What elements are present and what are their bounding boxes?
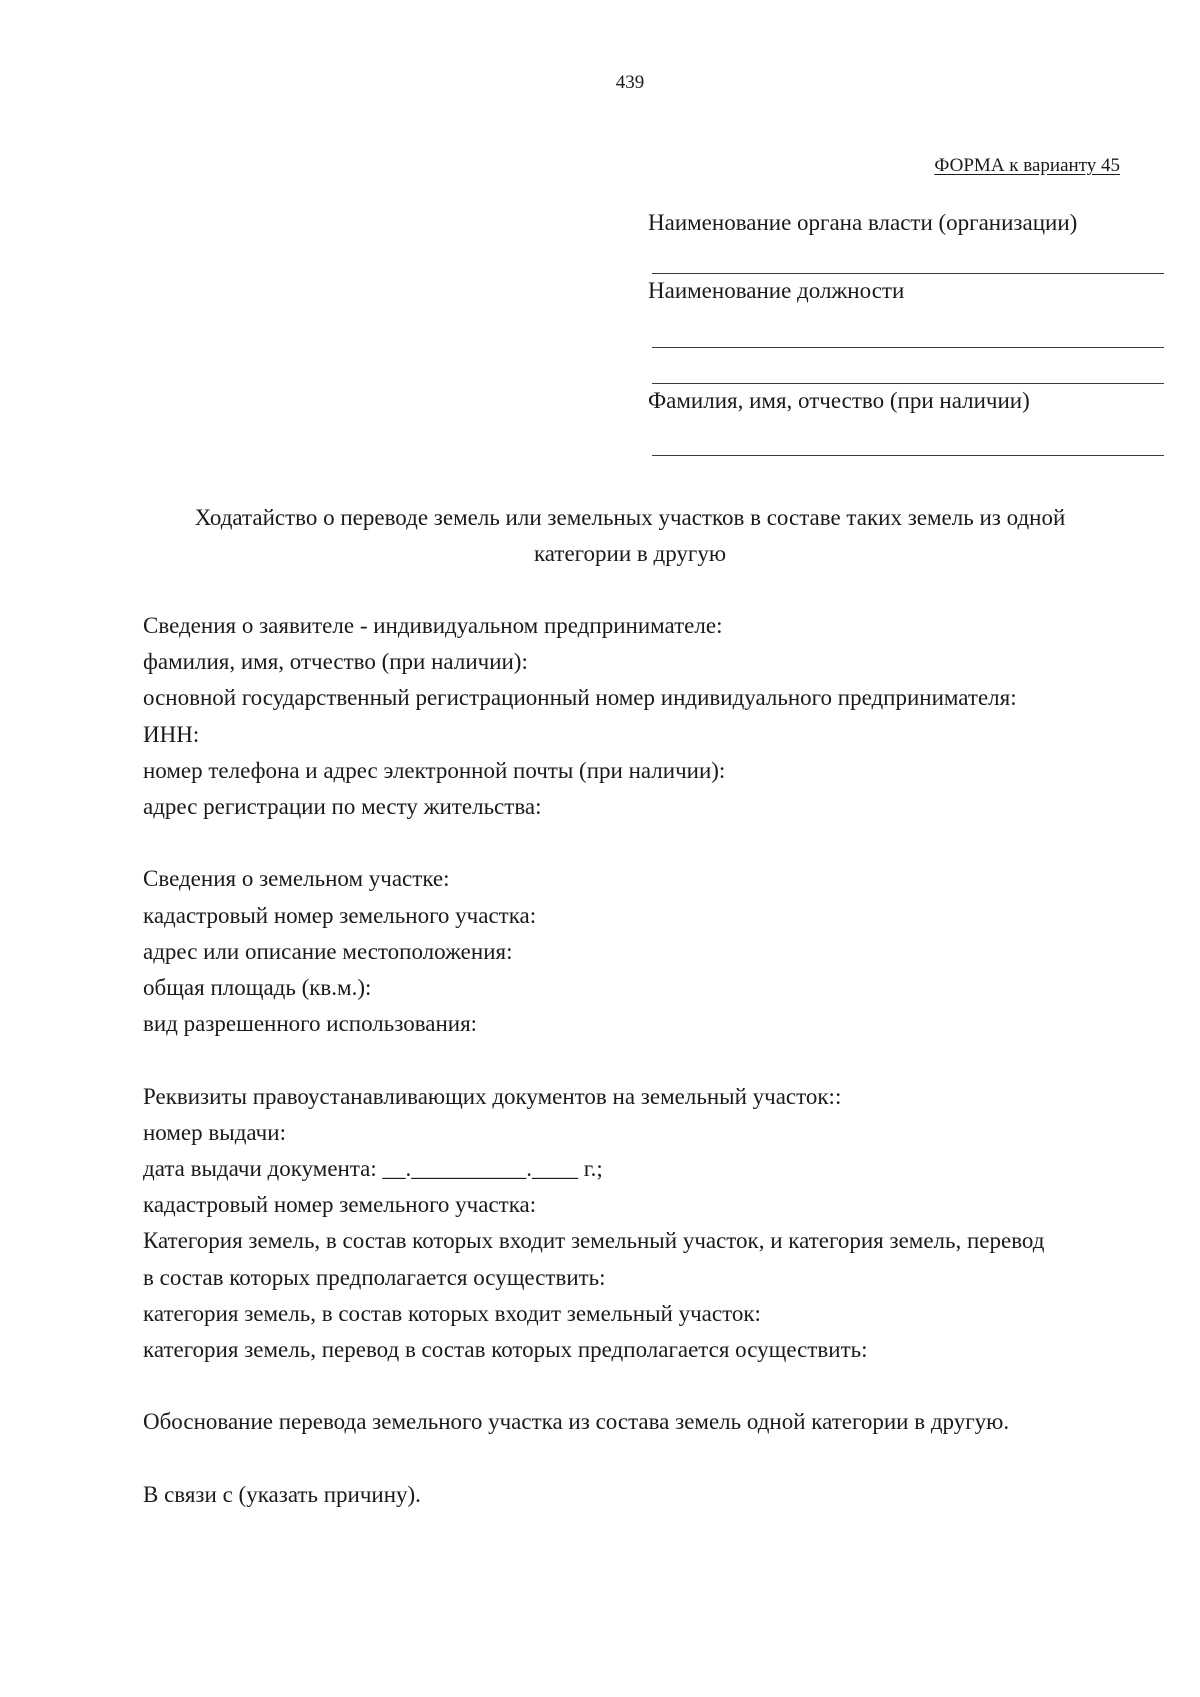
applicant-address-field: адрес регистрации по месту жительства: [143, 794, 542, 820]
reason-text: В связи с (указать причину). [143, 1481, 421, 1507]
title-documents-section [143, 1079, 1133, 1369]
section-gap [143, 1441, 1133, 1477]
section-gap [143, 825, 1133, 861]
category-statement-line-1: Категория земель, в состав которых входит земельный участок, и категория земель, перевод [143, 1228, 1045, 1254]
section-gap [143, 1368, 1133, 1404]
fullname-label: Фамилия, имя, отчество (при наличии) [648, 388, 1030, 413]
applicant-contacts-field: номер телефона и адрес электронной почты (при наличии): [143, 757, 726, 783]
land-plot-cadastral-field: кадастровый номер земельного участка: [143, 902, 537, 928]
document-title [110, 500, 1150, 572]
authority-fill-line [652, 273, 1164, 274]
title-documents-heading: Реквизиты правоустанавливающих документов на земельный участок:: [143, 1083, 842, 1109]
applicant-full-name-field: фамилия, имя, отчество (при наличии): [143, 649, 528, 675]
form-body [143, 608, 1133, 1513]
position-fill-line-2 [652, 383, 1164, 384]
land-plot-heading: Сведения о земельном участке: [143, 866, 450, 892]
land-plot-permitted-use-field: вид разрешенного использования: [143, 1011, 478, 1037]
page-number: 439 [615, 72, 645, 93]
target-category-field: категория земель, перевод в состав которых предполагается осуществить: [143, 1337, 868, 1363]
justification-text: Обоснование перевода земельного участка из состава земель одной категории в другую. [143, 1409, 1010, 1435]
land-plot-area-field: общая площадь (кв.м.): [143, 975, 372, 1001]
form-reference: ФОРМА к варианту 45 [934, 155, 1120, 176]
applicant-ogrnip-field: основной государственный регистрационный номер индивидуального предпринимателя: [143, 685, 1017, 711]
position-label: Наименование должности [648, 278, 905, 303]
category-statement-line-2: в состав которых предполагается осуществить: [143, 1264, 606, 1290]
issue-date-field: дата выдачи документа: __.__________.____ г.; [143, 1156, 603, 1182]
fullname-fill-line [652, 455, 1164, 456]
title-line-2: категории в другую [533, 541, 727, 566]
applicant-inn-field: ИНН: [143, 721, 200, 747]
applicant-heading: Сведения о заявителе - индивидуальном предпринимателе: [143, 613, 723, 638]
title-line-1: Ходатайство о переводе земель или земельных участков в составе таких земель из одной [194, 505, 1066, 530]
documents-cadastral-field: кадастровый номер земельного участка: [143, 1192, 537, 1218]
section-gap [143, 1042, 1133, 1078]
applicant-section [143, 608, 1133, 825]
authority-label: Наименование органа власти (организации) [648, 210, 1078, 235]
land-plot-section [143, 861, 1133, 1042]
land-plot-location-field: адрес или описание местоположения: [143, 938, 513, 964]
current-category-field: категория земель, в состав которых входит земельный участок: [143, 1300, 761, 1326]
issue-number-field: номер выдачи: [143, 1119, 286, 1145]
position-fill-line-1 [652, 347, 1164, 348]
